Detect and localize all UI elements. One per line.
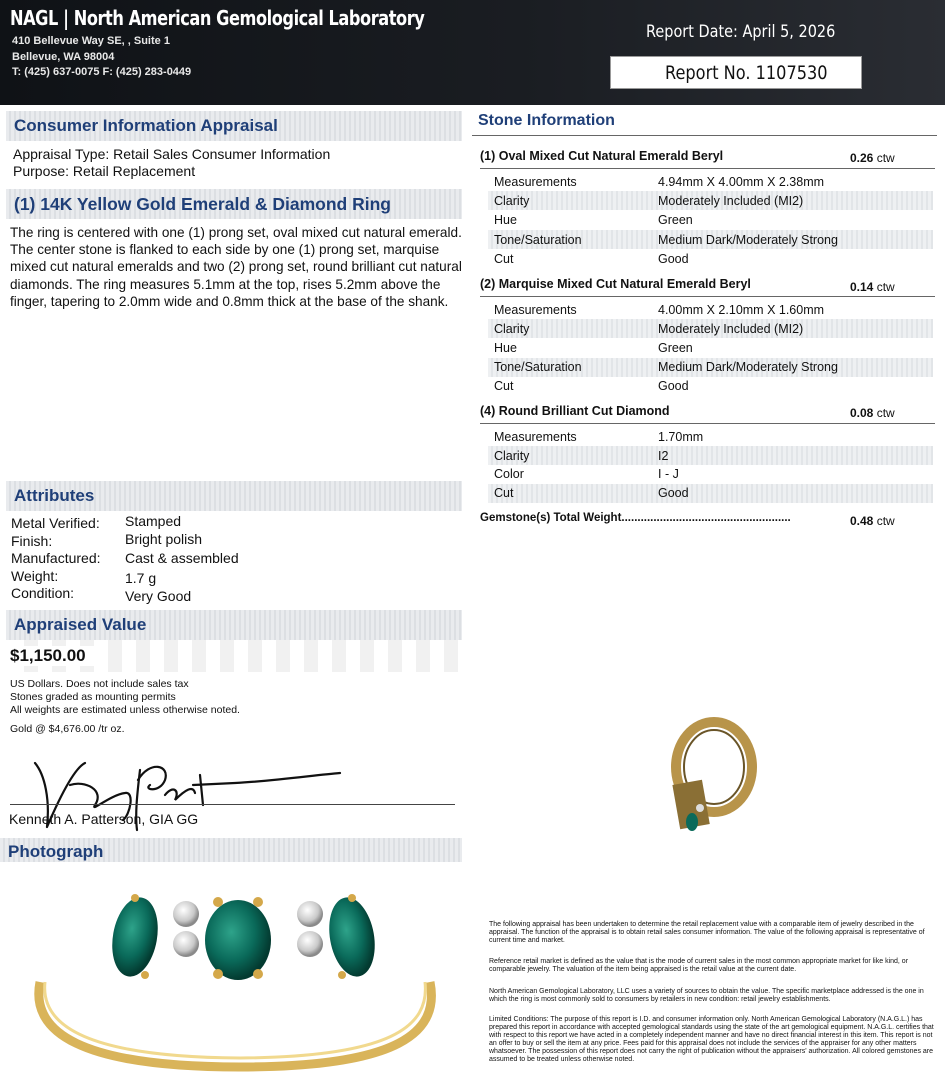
- gold-price: Gold @ $4,676.00 /tr oz.: [10, 723, 125, 735]
- ring-side-photo: [664, 712, 764, 842]
- stone-weight-unit: ctw: [876, 406, 895, 420]
- stone-weight-value: 0.08: [850, 406, 874, 420]
- appraisal-purpose: Purpose: Retail Replacement: [13, 163, 196, 179]
- attribute-value: Bright polish: [125, 531, 203, 547]
- appraised-value-row: [10, 640, 465, 672]
- stone-info-divider: [472, 135, 937, 136]
- stone-info-title: Stone Information: [478, 112, 615, 129]
- stone-attr-value: 1.70mm: [658, 430, 704, 444]
- stone-attr-value: Medium Dark/Moderately Strong: [658, 233, 838, 247]
- stone-weight-unit: ctw: [876, 151, 895, 165]
- attribute-label: Metal Verified:: [11, 515, 100, 531]
- attribute-label: Finish:: [11, 533, 53, 549]
- stone-attr-label: Cut: [494, 252, 514, 266]
- signature-line: [10, 804, 455, 805]
- stone-attr-value: I - J: [658, 467, 679, 481]
- stone-attr-label: Cut: [494, 379, 514, 393]
- stone-weight: [850, 406, 895, 420]
- lab-address-line2: Bellevue, WA 98004: [12, 51, 115, 63]
- stone-attr-value: Good: [658, 486, 689, 500]
- appraiser-name: Kenneth A. Patterson, GIA GG: [9, 811, 199, 827]
- disclaimer-paragraph: Limited Conditions: The purpose of this report is I.D. and consumer information only. North American Gemological Laboratory (N.A.G.L.) has prepared this report in accordance with accepted gemological standards using the state of the art gemological equipment. N.A.G.L. certifies that with respect to this report we have acted in a completely independent manner and have no direct financial interest in this item. This report is not an offer to buy or sell the item at any price. Fees paid for this appraisal does not include the services of the appraiser for any other matters whatsoever. The possession of this report does not carry the right of publication without the appraisers' authorization. All colored gemstones are assumed to be treated unless otherwise noted.: [489, 1016, 934, 1063]
- item-description: The ring is centered with one (1) prong set, oval mixed cut natural emerald. The center stone is flanked to each side by one (1) prong set, marquise mixed cut natural emeralds and two (2) prong set, round brilliant cut natural diamonds. The ring measures 5.1mm at the top, rises 5.2mm above the finger, tapering to 2.0mm wide and 0.8mm thick at the base of the shank.: [10, 225, 462, 309]
- stone-attr-label: Tone/Saturation: [494, 233, 582, 247]
- attribute-value: Cast & assembled: [125, 550, 239, 566]
- stone-attr-value: Good: [658, 379, 689, 393]
- value-note: US Dollars. Does not include sales tax: [10, 678, 189, 690]
- item-title: (1) 14K Yellow Gold Emerald & Diamond Ring: [6, 189, 462, 219]
- lab-address-line1: 410 Bellevue Way SE, , Suite 1: [12, 35, 170, 47]
- stone-header: (2) Marquise Mixed Cut Natural Emerald Beryl: [480, 277, 751, 291]
- stone-header-underline: [480, 168, 935, 169]
- total-weight-unit: ctw: [876, 514, 895, 528]
- report-number-box: [610, 56, 862, 89]
- value-note: Stones graded as mounting permits: [10, 691, 176, 703]
- report-header: [0, 0, 945, 105]
- attribute-value: 1.7 g: [125, 570, 157, 586]
- photograph-title: Photograph: [0, 838, 462, 862]
- lab-name: NAGL | North American Gemological Laboratory: [10, 6, 425, 30]
- row-highlight: [488, 446, 933, 465]
- stone-weight: [850, 151, 895, 165]
- disclaimer-paragraph: North American Gemological Laboratory, LLC uses a variety of sources to obtain the value. The specific marketplace addressed is the one in which the ring is most commonly sold to consumers by retailers in new condition: retail jewelry establishments.: [489, 988, 924, 1003]
- attributes-title: Attributes: [6, 481, 462, 511]
- stone-header-underline: [480, 423, 935, 424]
- stone-attr-label: Hue: [494, 341, 517, 355]
- disclaimer-paragraph: Reference retail market is defined as the value that is the mode of current sales in the most common appropriate market for like kind, or comparable jewelry. The valuation of the item being appraised is the retail value at the current date.: [489, 958, 909, 973]
- total-weight-label: Gemstone(s) Total Weight.....................................................: [480, 512, 791, 524]
- report-date: Report Date: April 5, 2026: [646, 22, 836, 42]
- stone-attr-value: Moderately Included (MI2): [658, 194, 804, 208]
- ring-photo: [0, 862, 470, 1080]
- attribute-label: Weight:: [11, 568, 59, 584]
- appraised-value-title: Appraised Value: [6, 610, 462, 640]
- stone-attr-value: 4.94mm X 4.00mm X 2.38mm: [658, 175, 825, 189]
- stone-attr-label: Hue: [494, 213, 517, 227]
- stone-attr-value: Green: [658, 213, 693, 227]
- stone-attr-value: Moderately Included (MI2): [658, 322, 804, 336]
- stone-weight: [850, 280, 895, 294]
- stone-attr-label: Measurements: [494, 303, 577, 317]
- stone-header: (4) Round Brilliant Cut Diamond: [480, 404, 670, 418]
- stone-weight-value: 0.14: [850, 280, 874, 294]
- attribute-value: Stamped: [125, 513, 182, 529]
- lab-phone: T: (425) 637-0075 F: (425) 283-0449: [12, 66, 192, 78]
- disclaimer-paragraph: The following appraisal has been undertaken to determine the retail replacement value with a comparable item of jewelry described in the appraisal. The function of the appraisal is to obtain retail sales consumer information. The value of the following appraisal is representative of current time and market.: [489, 921, 925, 944]
- attribute-label: Manufactured:: [11, 550, 101, 566]
- appraisal-type: Appraisal Type: Retail Sales Consumer Information: [13, 146, 331, 162]
- total-weight: [850, 514, 895, 528]
- stone-attr-value: Green: [658, 341, 693, 355]
- stone-attr-label: Cut: [494, 486, 514, 500]
- attribute-label: Condition:: [11, 585, 75, 601]
- stone-attr-value: I2: [658, 449, 669, 463]
- row-highlight: [488, 484, 933, 503]
- stone-attr-label: Clarity: [494, 449, 530, 463]
- total-weight-value: 0.48: [850, 514, 874, 528]
- stone-header-underline: [480, 296, 935, 297]
- stone-attr-value: Good: [658, 252, 689, 266]
- report-number: Report No. 1107530: [665, 62, 828, 84]
- stone-header: (1) Oval Mixed Cut Natural Emerald Beryl: [480, 149, 724, 163]
- appraised-value-amount: $1,150.00: [10, 646, 94, 666]
- stone-attr-label: Measurements: [494, 430, 577, 444]
- value-note: All weights are estimated unless otherwise noted.: [10, 704, 240, 716]
- attribute-value: Very Good: [125, 588, 192, 604]
- stone-attr-label: Measurements: [494, 175, 577, 189]
- stone-attr-label: Clarity: [494, 322, 530, 336]
- stone-weight-unit: ctw: [876, 280, 895, 294]
- stone-attr-label: Clarity: [494, 194, 530, 208]
- appraisal-section-title: Consumer Information Appraisal: [6, 111, 462, 141]
- stone-attr-label: Tone/Saturation: [494, 360, 582, 374]
- stone-attr-value: Medium Dark/Moderately Strong: [658, 360, 838, 374]
- stone-weight-value: 0.26: [850, 151, 874, 165]
- stone-attr-label: Color: [494, 467, 524, 481]
- stone-attr-value: 4.00mm X 2.10mm X 1.60mm: [658, 303, 825, 317]
